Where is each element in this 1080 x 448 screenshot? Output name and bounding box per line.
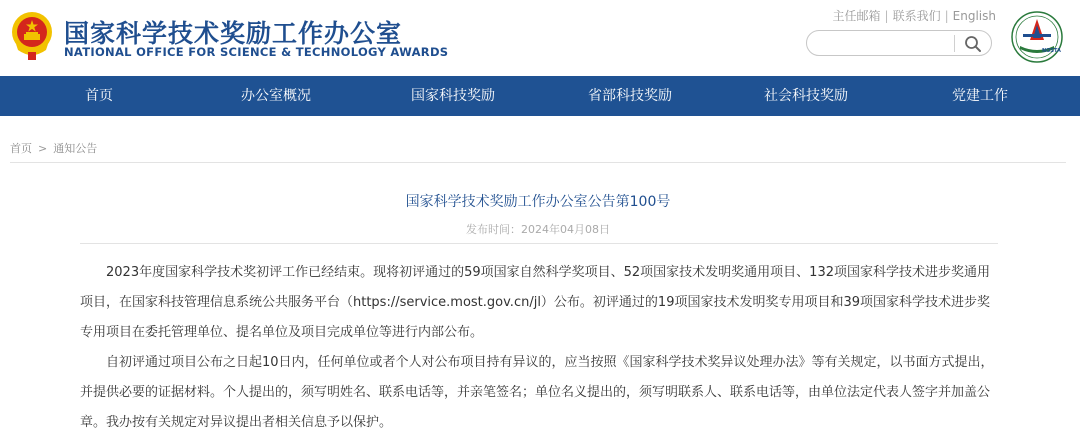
nav-item-social-awards[interactable]: 社会科技奖励 bbox=[764, 88, 848, 104]
breadcrumb-divider bbox=[10, 162, 1066, 163]
site-title[interactable]: 国家科学技术奖励工作办公室 bbox=[64, 19, 403, 48]
article-paragraph: 自初评通过项目公布之日起10日内，任何单位或者个人对公布项目持有异议的，应当按照《国家科学技术奖异议处理办法》等有关规定，以书面方式提出，并提供必要的证据材料。个人提出的，须写明姓名、联系电话等，并亲笔签名；单位名义提出的，须写明联系人、联系电话等，由单位法定代表人签字并加盖公章。我办按有关规定对异议提出者相关信息予以保护。 bbox=[80, 355, 994, 430]
contact-us-link[interactable]: 联系我们 bbox=[892, 9, 941, 23]
article-title: 国家科学技术奖励工作办公室公告第100号 bbox=[405, 194, 671, 210]
article-divider bbox=[80, 243, 998, 244]
search-divider bbox=[954, 35, 955, 52]
nav-item-provincial-awards[interactable]: 省部科技奖励 bbox=[588, 88, 672, 104]
breadcrumb-current[interactable]: 通知公告 bbox=[53, 142, 98, 155]
national-emblem-icon[interactable] bbox=[10, 10, 54, 62]
nav-item-party-building[interactable]: 党建工作 bbox=[952, 88, 1008, 104]
nosta-logo-text: NOSTA bbox=[1042, 48, 1061, 54]
publish-date bbox=[0, 221, 1076, 237]
breadcrumb-home[interactable]: 首页 bbox=[10, 142, 32, 155]
link-separator: | bbox=[944, 9, 949, 23]
breadcrumb-separator: > bbox=[38, 142, 48, 155]
article-body bbox=[80, 258, 998, 438]
director-mailbox-link[interactable]: 主任邮箱 bbox=[832, 9, 881, 23]
main-nav bbox=[0, 76, 1080, 116]
publish-date-label: 发布时间： bbox=[466, 223, 521, 236]
breadcrumb bbox=[10, 140, 97, 156]
search-box bbox=[806, 30, 992, 56]
nav-item-home[interactable]: 首页 bbox=[85, 88, 113, 104]
english-link[interactable]: English bbox=[952, 9, 996, 23]
nosta-logo-icon[interactable] bbox=[1010, 10, 1064, 64]
top-links bbox=[833, 7, 996, 24]
nav-item-office-overview[interactable]: 办公室概况 bbox=[241, 88, 311, 104]
link-separator: | bbox=[884, 9, 889, 23]
article-paragraph: 2023年度国家科学技术奖初评工作已经结束。现将初评通过的59项国家自然科学奖项目、52项国家技术发明奖通用项目、132项国家科学技术进步奖通用项目，在国家科技管理信息系统公共服务平台（https://service.most.gov.cn/jl）公布。初评通过的19项国家技术发明奖专用项目和39项国家科学技术进步奖专用项目在委托管理单位、提名单位及项目完成单位等进行内部公布。 bbox=[80, 265, 991, 340]
search-icon[interactable] bbox=[963, 34, 983, 54]
publish-date-value: 2024年04月08日 bbox=[521, 223, 610, 236]
site-title-english: NATIONAL OFFICE FOR SCIENCE & TECHNOLOGY AWARDS bbox=[64, 45, 449, 59]
site-header bbox=[0, 0, 1080, 76]
nav-item-national-awards[interactable]: 国家科技奖励 bbox=[411, 88, 495, 104]
search-input[interactable] bbox=[817, 34, 957, 52]
